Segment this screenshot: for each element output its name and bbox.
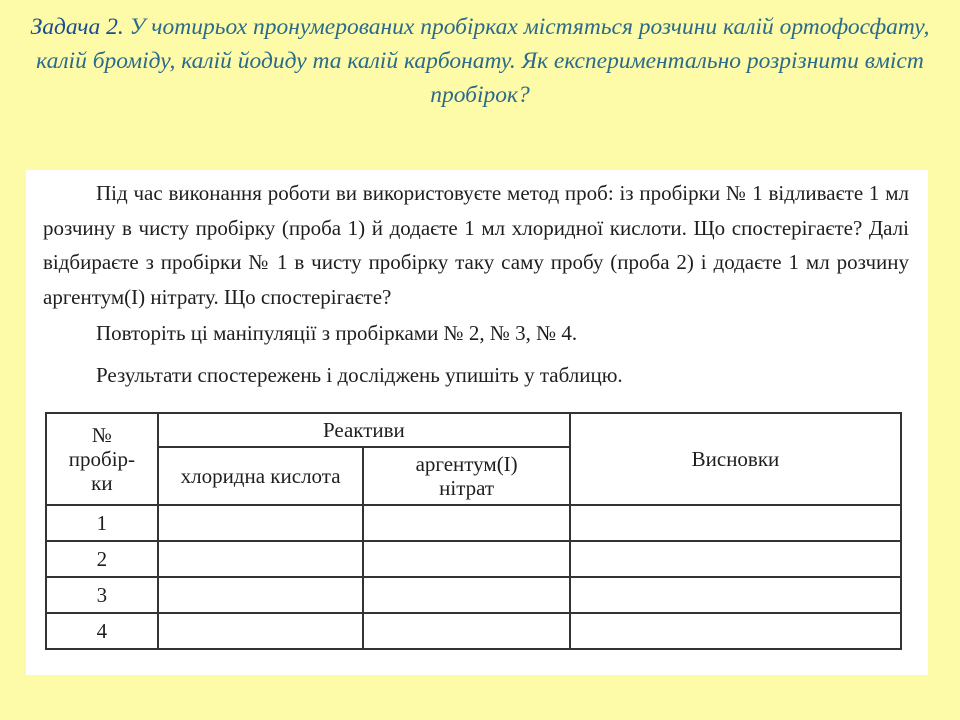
header-hydrochloric-acid: хлоридна кислота (158, 447, 364, 505)
cell-conclusion (570, 577, 901, 613)
instruction-paragraph-3: Результати спостережень і досліджень упишіть у таблицю. (96, 363, 623, 387)
header-silver-nitrate-line-2: нітрат (439, 476, 495, 500)
cell-agno3 (363, 577, 570, 613)
cell-agno3 (363, 505, 570, 541)
textbook-excerpt (26, 170, 928, 675)
cell-conclusion (570, 505, 901, 541)
results-table (45, 412, 902, 650)
row-number: 2 (46, 541, 158, 577)
row-number: 4 (46, 613, 158, 649)
header-tube-number (46, 413, 158, 505)
task-heading (20, 10, 940, 112)
instruction-paragraph-2: Повторіть ці маніпуляції з пробірками № 2, № 3, № 4. (96, 321, 578, 345)
cell-hcl (158, 505, 364, 541)
header-tube-line-1: № (91, 423, 112, 447)
table-row (46, 541, 901, 577)
row-number: 1 (46, 505, 158, 541)
cell-hcl (158, 577, 364, 613)
header-conclusions: Висновки (570, 413, 901, 505)
header-silver-nitrate (363, 447, 570, 505)
header-silver-nitrate-line-1: аргентум(I) (415, 452, 518, 476)
table-row (46, 505, 901, 541)
task-label: Задача 2. (30, 14, 124, 40)
cell-hcl (158, 541, 364, 577)
cell-conclusion (570, 613, 901, 649)
instruction-paragraph-1: Під час виконання роботи ви використовуєте метод проб: із пробірки № 1 відливаєте 1 мл розчину в чисту пробірку (проба 1) й додаєте 1 мл хлоридної кислоти. Що спостерігаєте? Далі відбираєте з пробірки № 1 в чисту пробірку таку саму пробу (проба 2) і додаєте 1 мл розчину аргентум(I) нітрату. Що спостерігаєте? (43, 181, 909, 309)
cell-agno3 (363, 613, 570, 649)
task-text: У чотирьох пронумерованих пробірках містяться розчини калій ортофосфату, калій броміду, калій йодиду та калій карбонату. Як експериментально розрізнити вміст пробірок? (36, 14, 930, 108)
header-tube-line-2: пробір- (68, 447, 136, 471)
cell-agno3 (363, 541, 570, 577)
table-row (46, 613, 901, 649)
table-row (46, 577, 901, 613)
header-reagents: Реактиви (158, 413, 570, 447)
row-number: 3 (46, 577, 158, 613)
cell-hcl (158, 613, 364, 649)
cell-conclusion (570, 541, 901, 577)
header-tube-line-3: ки (91, 471, 113, 495)
